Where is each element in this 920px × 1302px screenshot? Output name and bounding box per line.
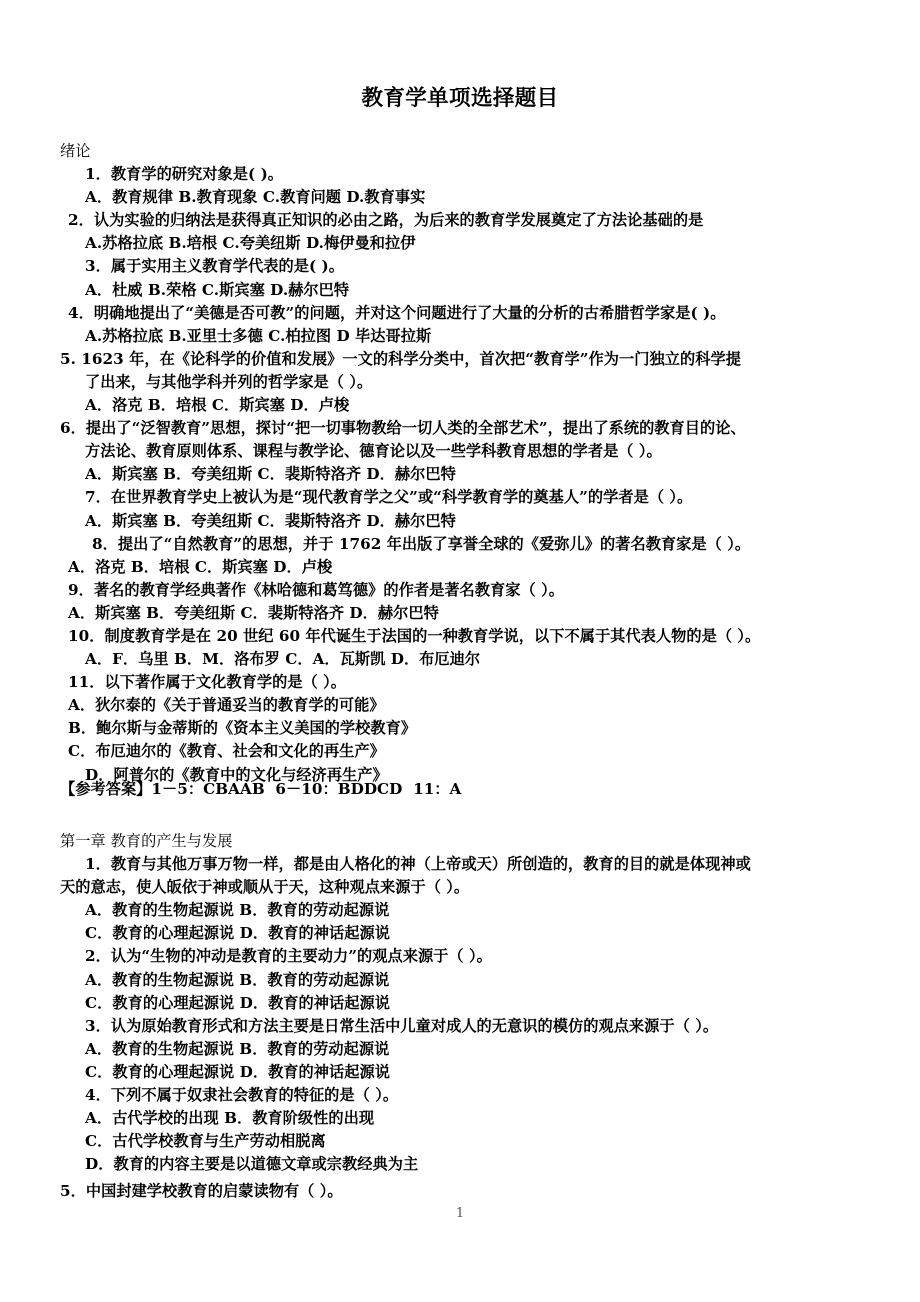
intro-line: 方法论、教育原则体系、课程与教学论、德育论以及一些学科教育思想的学者是（ ）。: [85, 442, 662, 461]
section-heading-chapter-1: 第一章 教育的产生与发展: [60, 832, 233, 850]
intro-line: A．斯宾塞 B．夸美纽斯 C．裴斯特洛齐 D．赫尔巴特: [68, 603, 439, 622]
intro-line: 1．教育学的研究对象是( )。: [85, 165, 284, 184]
page-number: 1: [455, 1206, 465, 1221]
intro-line: 了出来，与其他学科并列的哲学家是（ ）。: [85, 372, 373, 391]
chapter1-line: 2．认为“生物的冲动是教育的主要动力”的观点来源于（ ）。: [85, 947, 492, 966]
tail-line: 5．中国封建学校教育的启蒙读物有（ ）。: [60, 1182, 343, 1200]
chapter1-line: 天的意志，使人皈依于神或顺从于天，这种观点来源于（ ）。: [60, 878, 470, 897]
tail-lines-container: [60, 1180, 866, 1203]
chapter1-line: D．教育的内容主要是以道德文章或宗教经典为主: [85, 1155, 419, 1174]
chapter1-line: A．教育的生物起源说 B．教育的劳动起源说: [85, 970, 390, 989]
intro-line: A.苏格拉底 B.培根 C.夸美纽斯 D.梅伊曼和拉伊: [85, 234, 416, 253]
chapter1-lines-container: [60, 853, 866, 1176]
intro-line: A．狄尔泰的《关于普通妥当的教育学的可能》: [68, 696, 385, 715]
intro-line: A．斯宾塞 B．夸美纽斯 C．裴斯特洛齐 D．赫尔巴特: [85, 511, 456, 530]
intro-line: 7．在世界教育学史上被认为是“现代教育学之父”或“科学教育学的奠基人”的学者是（ ）。: [85, 488, 693, 507]
section-intro: [60, 140, 866, 787]
intro-line: A．斯宾塞 B．夸美纽斯 C．裴斯特洛齐 D．赫尔巴特: [85, 465, 456, 484]
intro-line: 9．著名的教育学经典著作《林哈德和葛笃德》的作者是著名教育家（ ）。: [68, 580, 564, 599]
section-chapter-1: [60, 830, 866, 1176]
intro-line: 3．属于实用主义教育学代表的是( )。: [85, 257, 344, 276]
intro-line: 11．以下著作属于文化教育学的是（ ）。: [68, 673, 347, 692]
intro-line: 8．提出了“自然教育”的思想，并于 1762 年出版了享誉全球的《爱弥儿》的著名教育家是（ ）。: [92, 534, 751, 553]
chapter1-line: C．教育的心理起源说 D．教育的神话起源说: [85, 1062, 390, 1081]
intro-line: B．鲍尔斯与金蒂斯的《资本主义美国的学校教育》: [68, 719, 417, 738]
section-answer-key: [60, 778, 866, 801]
intro-line: A．教育规律 B.教育现象 C.教育问题 D.教育事实: [85, 188, 426, 207]
intro-line: A.苏格拉底 B.亚里士多德 C.柏拉图 D 毕达哥拉斯: [85, 326, 432, 345]
chapter1-line: C．教育的心理起源说 D．教育的神话起源说: [85, 924, 390, 943]
intro-line: A．F．乌里 B．M．洛布罗 C．A．瓦斯凯 D．布厄迪尔: [85, 650, 481, 669]
intro-line: C．布厄迪尔的《教育、社会和文化的再生产》: [68, 742, 385, 761]
intro-line: A．洛克 B．培根 C．斯宾塞 D．卢梭: [85, 396, 350, 415]
chapter1-line: A．教育的生物起源说 B．教育的劳动起源说: [85, 1039, 390, 1058]
intro-line: 10．制度教育学是在 20 世纪 60 年代诞生于法国的一种教育学说，以下不属于其代表人物的是（ ）。: [68, 626, 761, 645]
chapter1-line: 1．教育与其他万事万物一样，都是由人格化的神（上帝或天）所创造的，教育的目的就是体现神或: [85, 855, 751, 874]
intro-line: A．洛克 B．培根 C．斯宾塞 D．卢梭: [68, 557, 333, 576]
intro-line: 4．明确地提出了“美德是否可教”的问题，并对这个问题进行了大量的分析的古希腊哲学家是( )。: [68, 303, 726, 322]
intro-line: 6．提出了“泛智教育”思想，探讨“把一切事物教给一切人类的全部艺术”，提出了系统的教育目的论、: [60, 419, 746, 438]
intro-lines-container: [60, 163, 866, 787]
answer-key-line: 【参考答案】1－5：CBAAB 6－10：BDDCD 11：A: [60, 780, 462, 798]
intro-line: D．阿普尔的《教育中的文化与经济再生产》: [85, 765, 388, 784]
intro-line: A．杜威 B.荣格 C.斯宾塞 D.赫尔巴特: [85, 280, 350, 299]
section-tail: [60, 1180, 866, 1203]
chapter1-line: A．古代学校的出现 B．教育阶级性的出现: [85, 1109, 375, 1128]
section-heading-intro: 绪论: [60, 142, 91, 160]
chapter1-line: C．古代学校教育与生产劳动相脱离: [85, 1132, 326, 1151]
intro-line: 2．认为实验的归纳法是获得真正知识的必由之路，为后来的教育学发展奠定了方法论基础的是: [68, 211, 704, 230]
chapter1-line: 3．认为原始教育形式和方法主要是日常生活中儿童对成人的无意识的模仿的观点来源于（ ）。: [85, 1016, 719, 1035]
page-title: 教育学单项选择题目: [361, 86, 559, 111]
chapter1-line: 4．下列不属于奴隶社会教育的特征的是（ ）。: [85, 1086, 399, 1105]
intro-line: 5. 1623 年，在《论科学的价值和发展》一文的科学分类中，首次把“教育学”作为一门独立的科学提: [60, 349, 741, 368]
chapter1-line: C．教育的心理起源说 D．教育的神话起源说: [85, 993, 390, 1012]
chapter1-line: A．教育的生物起源说 B．教育的劳动起源说: [85, 901, 390, 920]
